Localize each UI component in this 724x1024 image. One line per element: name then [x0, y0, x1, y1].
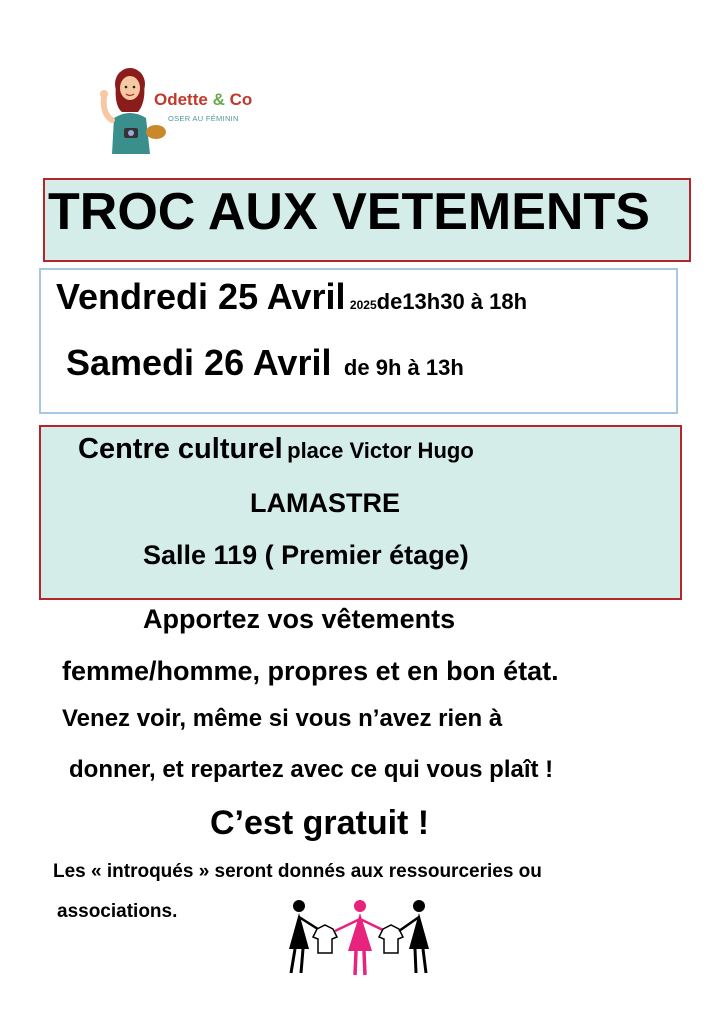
shirt-left-icon	[313, 925, 337, 953]
date-hours: de 9h à 13h	[343, 355, 464, 380]
page-title: TROC AUX VETEMENTS	[48, 183, 650, 241]
venue-name: Centre culturel	[78, 433, 283, 465]
date-line-friday	[56, 276, 527, 318]
date-day: Samedi 26 Avril	[66, 342, 332, 383]
date-line-saturday	[66, 342, 464, 384]
footnote-line-1: Les « introqués » seront donnés aux ressourceries ou	[53, 861, 542, 882]
date-year: 2025	[349, 298, 377, 312]
body-line-2: femme/homme, propres et en bon état.	[62, 656, 559, 686]
date-day: Vendredi 25 Avril	[56, 276, 346, 317]
body-line-1: Apportez vos vêtements	[143, 604, 456, 634]
body-line-4: donner, et repartez avec ce qui vous plaît !	[69, 756, 554, 783]
location-room: Salle 119 ( Premier étage)	[143, 540, 469, 570]
odette-co-logo	[92, 62, 262, 154]
brand-name: Odette & Co	[154, 90, 253, 109]
venue-address: place Victor Hugo	[287, 438, 474, 463]
footnote-line-2: associations.	[57, 901, 178, 922]
location-venue-line	[78, 433, 474, 466]
person-center-icon	[335, 900, 385, 975]
location-town: LAMASTRE	[250, 488, 400, 518]
free-notice: C’est gratuit !	[210, 804, 430, 842]
date-hours: de13h30 à 18h	[376, 289, 528, 314]
clothes-exchange-people-icon	[285, 897, 435, 979]
body-line-3: Venez voir, même si vous n’avez rien à	[62, 705, 503, 732]
brand-tagline: OSER AU FÉMININ	[168, 114, 239, 123]
